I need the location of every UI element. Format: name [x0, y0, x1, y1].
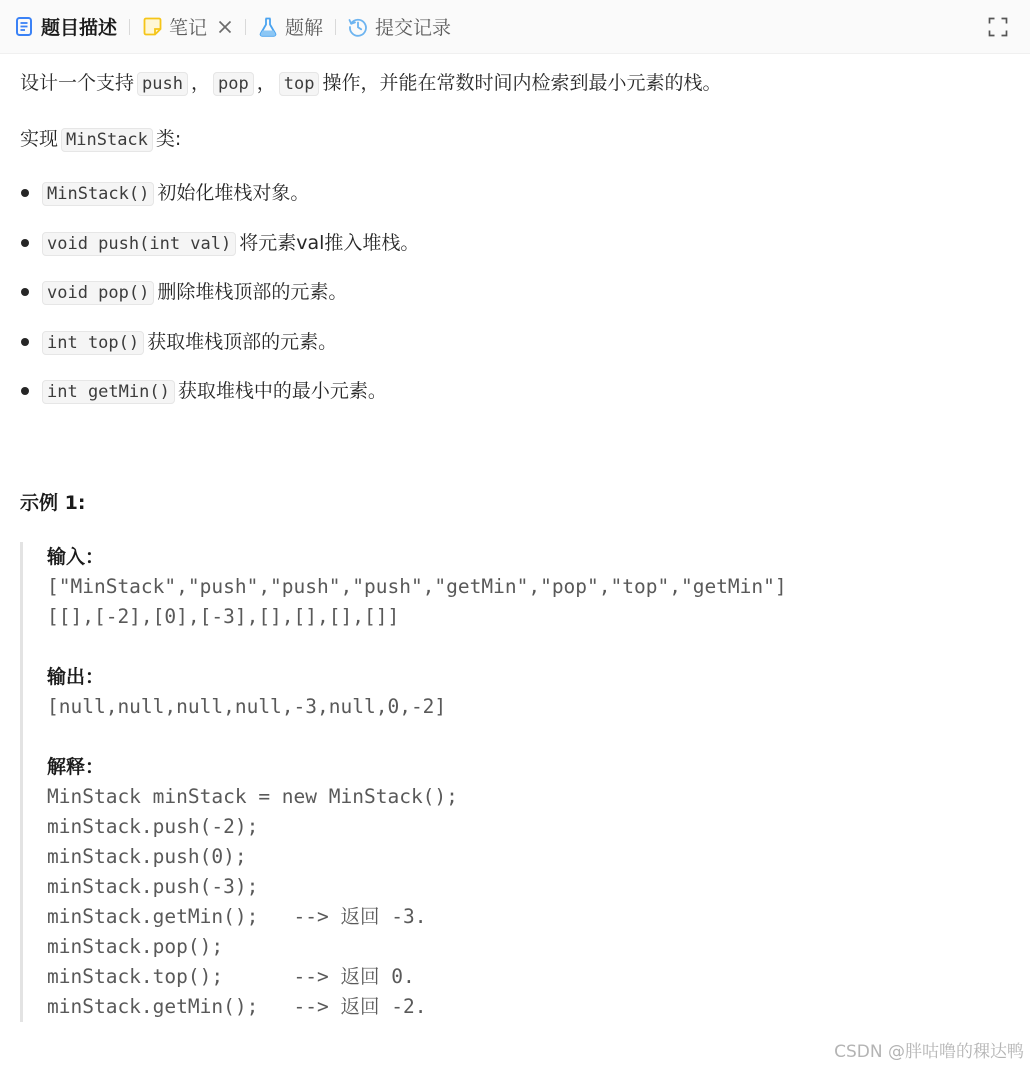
inline-code: int getMin()	[42, 380, 175, 404]
history-icon	[348, 17, 368, 37]
method-list	[20, 178, 419, 426]
inline-code: void push(int val)	[42, 232, 236, 256]
list-item-text: 初始化堆栈对象。	[157, 182, 310, 204]
flask-icon	[258, 17, 278, 37]
tab-bar	[0, 0, 1030, 54]
list-item	[20, 327, 419, 357]
input-line-1: ["MinStack","push","push","push","getMin","pop","top","getMin"]	[47, 575, 787, 598]
bullet-dot	[21, 288, 29, 296]
inline-code-pop: pop	[213, 72, 254, 96]
note-icon	[142, 17, 162, 37]
text: ，	[190, 72, 210, 94]
description-line-2	[20, 124, 181, 155]
list-item	[20, 376, 419, 406]
tab-submissions-label: 提交记录	[375, 17, 452, 39]
list-item-text: 将元素val推入堆栈。	[239, 231, 420, 254]
document-icon	[14, 17, 34, 37]
tab-notes[interactable]	[142, 0, 233, 54]
list-item-text: 删除堆栈顶部的元素。	[157, 281, 348, 303]
list-item	[20, 277, 419, 307]
list-item	[20, 178, 419, 208]
explanation-label: 解释：	[47, 756, 105, 778]
bullet-dot	[21, 338, 29, 346]
bullet-dot	[21, 387, 29, 395]
inline-code-top: top	[279, 72, 320, 96]
fullscreen-icon[interactable]	[988, 17, 1008, 37]
close-icon[interactable]	[217, 19, 233, 35]
tab-solutions-label: 题解	[285, 17, 324, 39]
tab-description-label: 题目描述	[41, 17, 118, 39]
list-item	[20, 228, 419, 258]
tab-separator	[129, 19, 130, 35]
inline-code: int top()	[42, 331, 144, 355]
watermark: CSDN @胖咕噜的稞达鸭	[834, 1042, 1024, 1062]
input-label: 输入：	[47, 546, 105, 568]
bullet-dot	[21, 189, 29, 197]
text: 操作，并能在常数时间内检索到最小元素的栈。	[322, 72, 722, 94]
list-item-text: 获取堆栈顶部的元素。	[147, 330, 338, 353]
text: 实现	[20, 128, 59, 150]
inline-code: void pop()	[42, 281, 154, 305]
inline-code-minstack: MinStack	[61, 128, 153, 152]
explanation-code: MinStack minStack = new MinStack(); minStack.push(-2); minStack.push(0); minStack.push(-3); minStack.getMin(); --> 返回 -3. minStack.pop(); minStack.top(); --> 返回 0. minStack.getMin(); --> 返回 -2.	[47, 785, 458, 1018]
tab-solutions[interactable]	[258, 0, 323, 54]
output-label: 输出：	[47, 666, 105, 688]
tab-description[interactable]	[14, 0, 117, 54]
bullet-dot	[21, 239, 29, 247]
tab-separator	[335, 19, 336, 35]
text: 类:	[155, 128, 182, 150]
output-line: [null,null,null,null,-3,null,0,-2]	[47, 695, 447, 718]
example-title: 示例 1:	[20, 492, 86, 514]
description-line-1	[20, 68, 721, 99]
list-item-text: 获取堆栈中的最小元素。	[177, 380, 387, 402]
text: 设计一个支持	[20, 72, 135, 94]
input-line-2: [[],[-2],[0],[-3],[],[],[],[]]	[47, 605, 400, 628]
inline-code-push: push	[137, 72, 188, 96]
tab-submissions[interactable]	[348, 0, 451, 54]
inline-code: MinStack()	[42, 182, 154, 206]
tab-notes-label: 笔记	[169, 17, 208, 39]
tab-separator	[245, 19, 246, 35]
text: ，	[256, 72, 276, 94]
example-block	[20, 542, 923, 1022]
